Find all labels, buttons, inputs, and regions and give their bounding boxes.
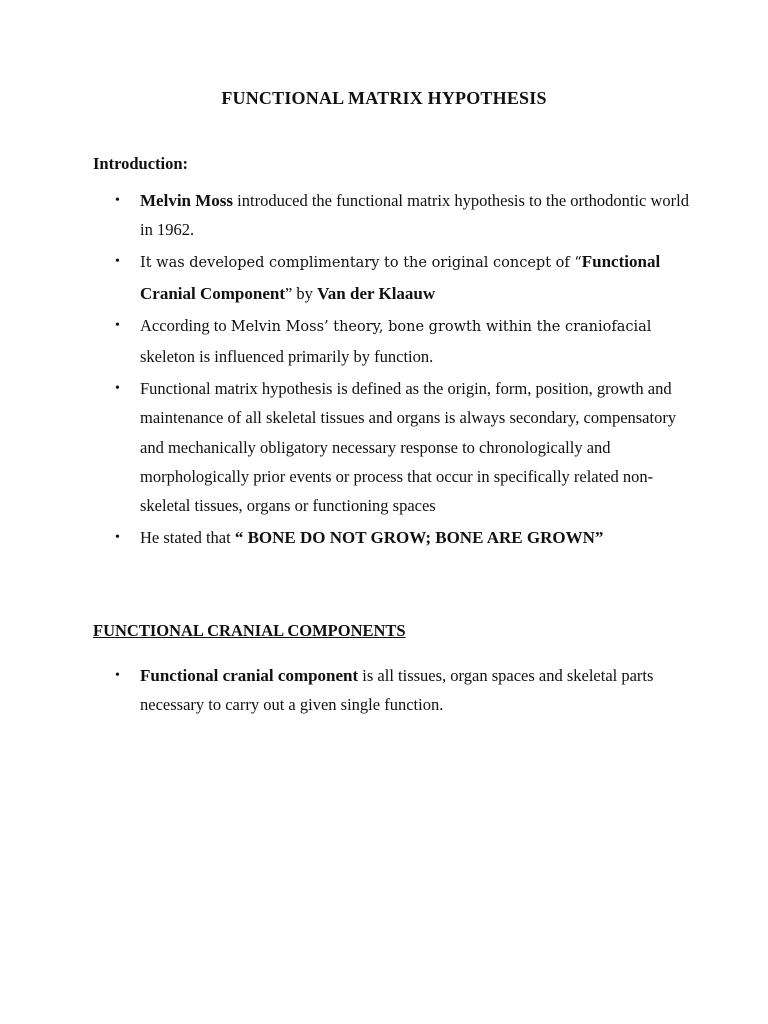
- list-item: [93, 661, 693, 719]
- document-title: FUNCTIONAL MATRIX HYPOTHESIS: [221, 88, 547, 108]
- bold-text: Van der Klaauw: [317, 283, 436, 303]
- list-item: [93, 374, 693, 520]
- quote-text: “ BONE DO NOT GROW; BONE ARE GROWN”: [234, 528, 604, 548]
- list-item: [93, 311, 693, 371]
- introduction-bullet-list: [93, 186, 693, 555]
- body-text: is all tissues, organ spaces and skeletal parts necessary to carry out a given single function.: [140, 666, 654, 715]
- bullet-icon: •: [115, 193, 120, 208]
- list-item: [93, 186, 693, 244]
- bold-text: Functional Cranial Component: [140, 252, 661, 303]
- body-text: Functional matrix hypothesis is defined as the origin, form, position, growth and maintenance of all skeletal tissues and organs is always secondary, compensatory and mechanically obligatory necessary response to chronologically and morphologically prior events or process that occur in specifically related non-skeletal tissues, organs or functioning spaces: [140, 379, 677, 516]
- bullet-icon: •: [115, 668, 120, 683]
- body-text: He stated that: [140, 528, 235, 548]
- introduction-heading: Introduction:: [93, 154, 189, 173]
- functional-cranial-components-heading: FUNCTIONAL CRANIAL COMPONENTS: [93, 621, 406, 640]
- bullet-icon: •: [115, 381, 120, 397]
- emphasis-text: Melvin Moss’ theory, bone growth within the craniofacial: [230, 318, 652, 335]
- functional-cranial-components-bullet-list: [93, 661, 693, 722]
- body-text: According to: [140, 315, 231, 335]
- body-text: It was developed complimentary to the original concept of “: [140, 255, 582, 272]
- list-item: [93, 247, 693, 307]
- bold-text: Functional cranial component: [140, 666, 359, 685]
- bullet-icon: •: [115, 254, 120, 270]
- list-item: [93, 523, 693, 552]
- body-text: skeleton is influenced primarily by function.: [140, 347, 434, 367]
- body-text: ” by: [284, 283, 318, 303]
- bold-text: Melvin Moss: [140, 191, 234, 210]
- bullet-icon: •: [115, 317, 120, 333]
- body-text: introduced the functional matrix hypothesis to the orthodontic world in 1962.: [140, 191, 689, 240]
- bullet-icon: •: [115, 530, 120, 546]
